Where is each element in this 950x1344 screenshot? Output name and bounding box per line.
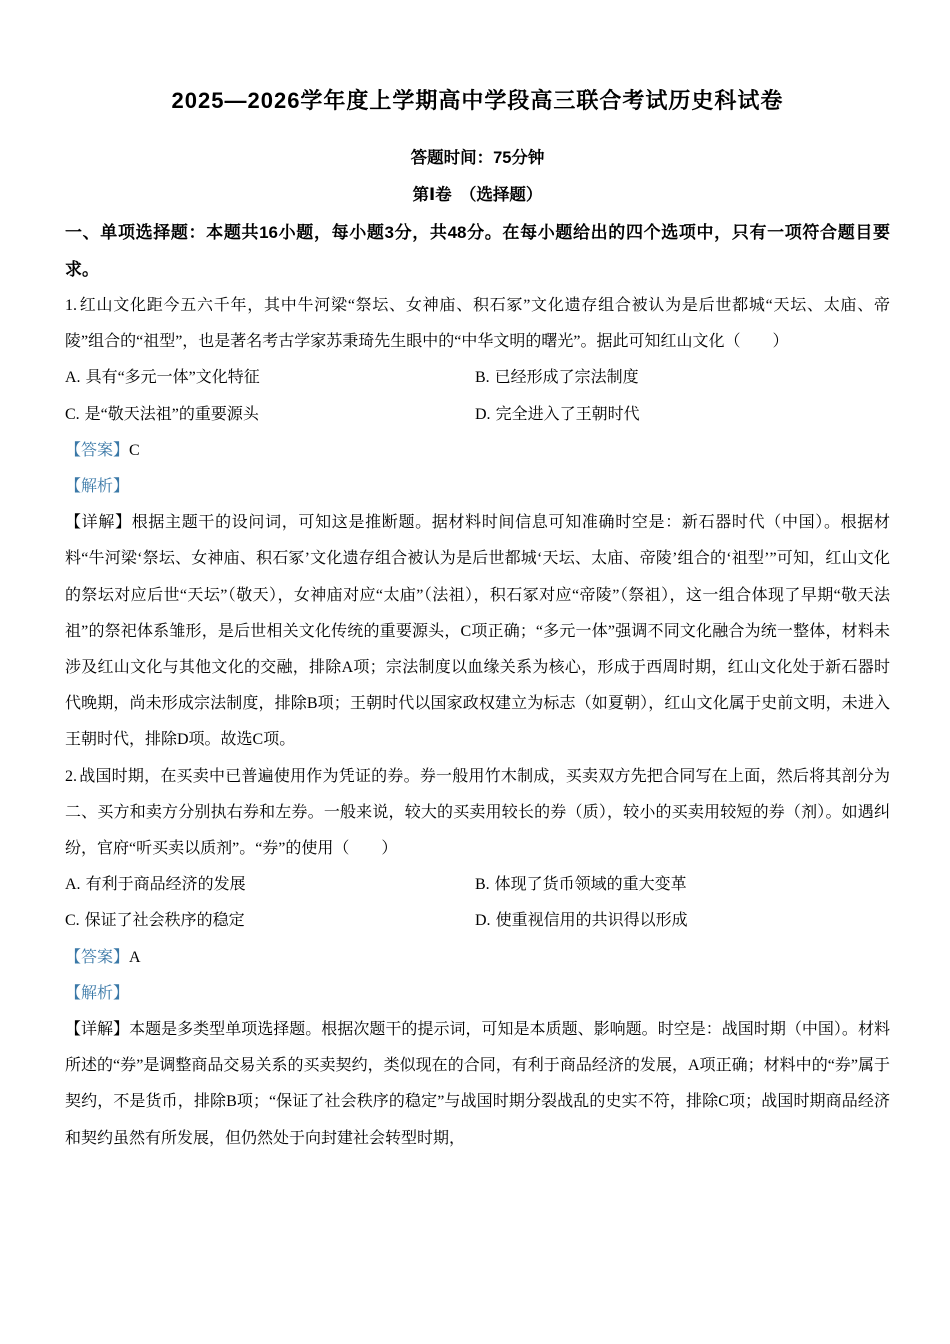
question-2-detail-text: 本题是多类型单项选择题。根据次题干的提示词，可知是本质题、影响题。时空是：战国时期（中国）。材料所述的“券”是调整商品交易关系的买卖契约，类似现在的合同，有利于商品经济的发展，A项正确；材料中的“券”属于契约，不是货币，排除B项；“保证了社会秩序的稳定”与战国时期分裂战乱的史实不符，排除C项；战国时期商品经济和契约虽然有所发展，但仍然处于向封建社会转型时期， <box>65 1021 890 1147</box>
question-2-answer-value: A <box>129 948 141 966</box>
question-1-analysis-line <box>65 469 890 505</box>
option-label: D. <box>475 405 491 423</box>
question-1-option-d <box>475 397 890 433</box>
option-label: B. <box>475 876 490 894</box>
question-2-options <box>65 867 890 939</box>
answer-label: 【答案】 <box>65 948 130 966</box>
question-2-option-b <box>475 867 890 903</box>
question-2-number: 2. <box>65 767 77 785</box>
option-text: 已经形成了宗法制度 <box>494 369 639 387</box>
detail-label: 【详解】 <box>65 514 132 532</box>
option-text: 完全进入了王朝时代 <box>495 405 640 423</box>
question-1-detail <box>65 505 890 758</box>
analysis-label: 【解析】 <box>65 984 130 1002</box>
question-2-option-c <box>65 903 475 939</box>
section-title: 第Ⅰ卷 （选择题） <box>412 186 543 204</box>
question-1-options <box>65 360 890 432</box>
question-1-option-b <box>475 360 890 396</box>
question-1-stem-text: 红山文化距今五六千年，其中牛河梁“祭坛、女神庙、积石冢”文化遗存组合被认为是后世都城“天坛、太庙、帝陵”组合的“祖型”，也是著名考古学家苏秉琦先生眼中的“中华文明的曙光”。据此可知红山文化（ ） <box>65 297 890 351</box>
option-text: 保证了社会秩序的稳定 <box>84 912 245 930</box>
question-1-stem <box>65 288 890 360</box>
question-1-answer-line <box>65 433 890 469</box>
option-text: 有利于商品经济的发展 <box>85 876 246 894</box>
question-1-option-c <box>65 397 475 433</box>
option-label: A. <box>65 876 81 894</box>
option-text: 是“敬天法祖”的重要源头 <box>84 405 259 423</box>
question-2-analysis-line <box>65 976 890 1012</box>
question-2-option-d <box>475 903 890 939</box>
time-note: 答题时间：75分钟 <box>410 149 545 167</box>
detail-label: 【详解】 <box>65 1021 130 1039</box>
question-1-option-a <box>65 360 475 396</box>
page-title: 2025—2026学年度上学期高中学段高三联合考试历史科试卷 <box>171 88 784 113</box>
option-text: 具有“多元一体”文化特征 <box>85 369 260 387</box>
analysis-label: 【解析】 <box>65 478 130 496</box>
option-label: A. <box>65 369 81 387</box>
question-1-number: 1. <box>65 297 77 314</box>
question-2-answer-line <box>65 940 890 976</box>
question-1-detail-text: 根据主题干的设问词，可知这是推断题。据材料时间信息可知准确时空是：新石器时代（中国）。根据材料“牛河梁‘祭坛、女神庙、积石冢’文化遗存组合被认为是后世都城‘天坛、太庙、帝陵’组合的‘祖型’”可知，红山文化的祭坛对应后世“天坛”（敬天），女神庙对应“太庙”（法祖），积石冢对应“帝陵”（祭祖），这一组合体现了早期“敬天法祖”的祭祀体系雏形，是后世相关文化传统的重要源头，C项正确；“多元一体”强调不同文化融合为统一整体，材料未涉及红山文化与其他文化的交融，排除A项；宗法制度以血缘关系为核心，形成于西周时期，红山文化处于新石器时代晚期，尚未形成宗法制度，排除B项；王朝时代以国家政权建立为标志（如夏朝），红山文化属于史前文明，未进入王朝时代，排除D项。故选C项。 <box>65 514 890 749</box>
option-label: C. <box>65 405 80 423</box>
question-2-stem-text: 战国时期，在买卖中已普遍使用作为凭证的券。券一般用竹木制成，买卖双方先把合同写在上面，然后将其剖分为二、买方和卖方分别执右券和左券。一般来说，较大的买卖用较长的券（质），较小的买卖用较短的券（剂）。如遇纠纷，官府“听买卖以质剂”。“券”的使用（ ） <box>65 767 890 858</box>
question-1-answer-value: C <box>129 441 140 459</box>
question-2-stem <box>65 759 890 868</box>
answer-label: 【答案】 <box>65 441 130 459</box>
option-text: 体现了货币领域的重大变革 <box>494 876 687 894</box>
question-2-option-a <box>65 867 475 903</box>
option-label: D. <box>475 912 491 930</box>
option-label: C. <box>65 912 80 930</box>
option-text: 使重视信用的共识得以形成 <box>495 912 688 930</box>
section-instruction: 一、单项选择题：本题共16小题，每小题3分，共48分。在每小题给出的四个选项中，只有一项符合题目要求。 <box>65 223 890 279</box>
question-2-detail <box>65 1012 890 1157</box>
option-label: B. <box>475 369 490 387</box>
